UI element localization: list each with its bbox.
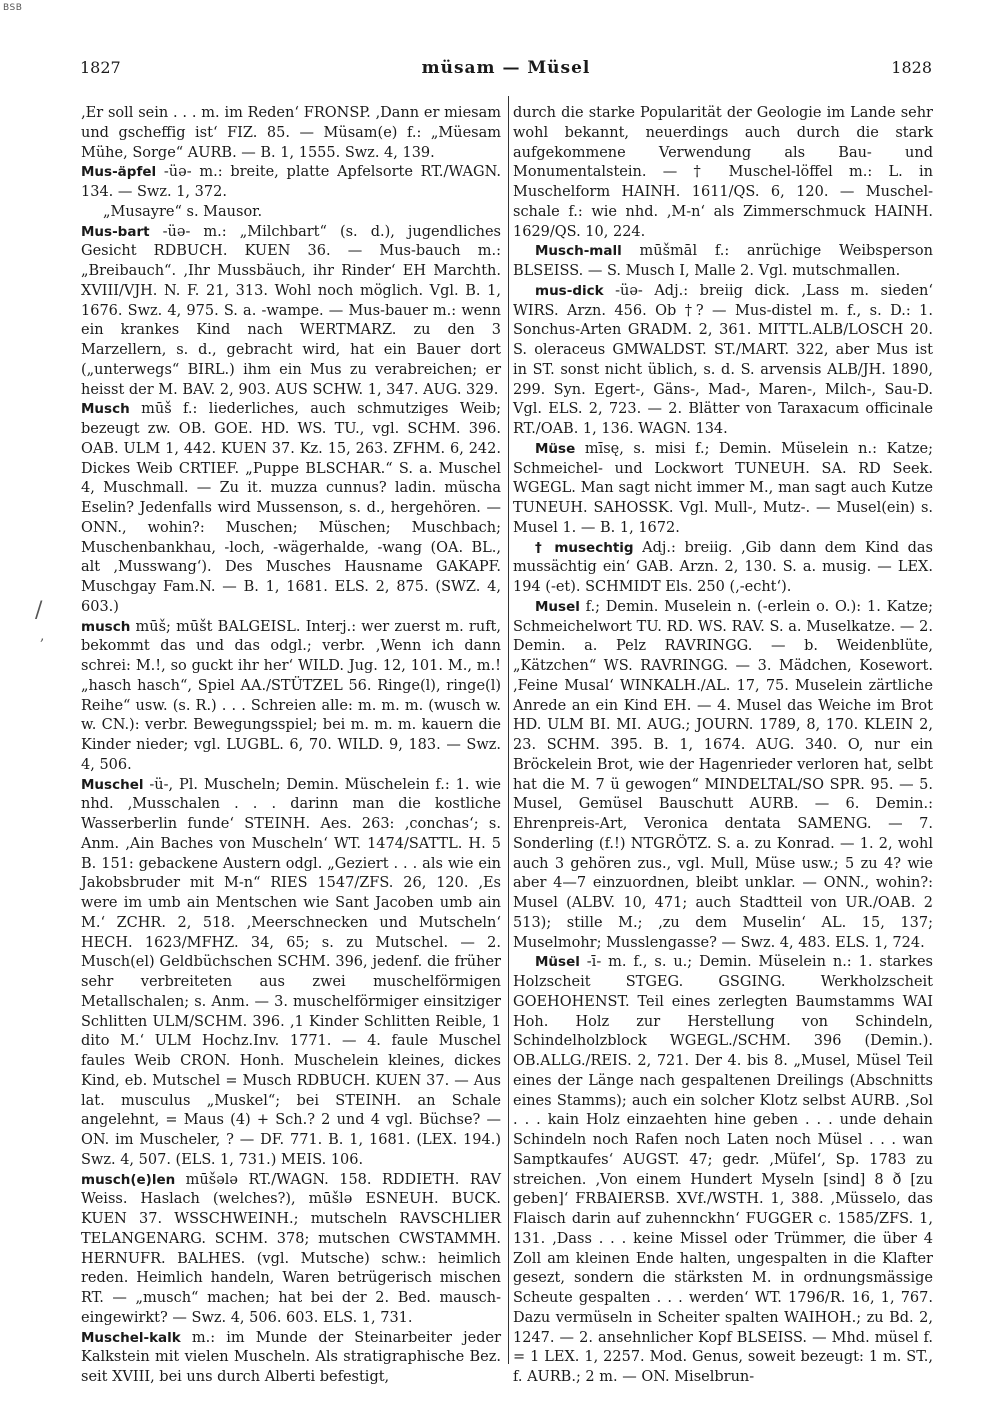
dictionary-entry bbox=[513, 282, 933, 440]
entry-text: mīsę, s. misi f.; Demin. Müselein n.: Katze; Schmeichel- und Lockwort TUNEUH. SA. RD Seek. WGEGL. Man sagt nicht immer M., man sagt auch Kutze TUNEUH. SAHOSSK. Vgl. Mull-, Mutz-. — Musel(ein) s. Musel 1. — B. 1, 1672. bbox=[513, 440, 933, 536]
dictionary-entry bbox=[81, 400, 501, 617]
entry-headword: Muschel bbox=[81, 776, 144, 793]
dictionary-entry bbox=[81, 223, 501, 401]
entry-text: mūš f.: liederliches, auch schmutziges Weib; bezeugt zw. OB. GOE. HD. WS. TU., vgl. SCHM. 396. OAB. ULM 1, 442. KUEN 37. Kz. 15, 263. ZFHM. 6, 242. Dickes Weib CRTIEF. „Puppe BLSCHAR.“ S. a. Muschel 4, Muschmall. — Zu it. muzza cunnus? ladin. müscha Eselin? Jedenfalls wird Mussenson, s. d., hergehören. — ONN., wohin?: Muschen; Müschen; Muschbach; Muschenbankhau, -loch, -wägerhalde, -wang (OA. BL., alt ‚Musswang‘). Des Musches Hausname GAKAPF. Muschgay Fam.N. — B. 1, 1681. ELS. 2, 875. (SWZ. 4, 603.) bbox=[81, 401, 501, 615]
entry-text: „Musayre“ s. Mausor. bbox=[103, 203, 263, 220]
dictionary-entry bbox=[81, 203, 501, 223]
margin-annotation: / bbox=[35, 598, 43, 623]
dictionary-entry bbox=[81, 1171, 501, 1329]
left-column bbox=[81, 104, 501, 1388]
entry-headword: mus-dick bbox=[535, 282, 604, 299]
dictionary-entry bbox=[513, 598, 933, 954]
dictionary-entry bbox=[513, 104, 933, 242]
dictionary-entry bbox=[513, 539, 933, 598]
entry-headword: Mus-äpfel bbox=[81, 164, 157, 181]
dictionary-entry bbox=[81, 776, 501, 1171]
dictionary-entry bbox=[81, 163, 501, 203]
entry-text: ‚Er soll sein . . . m. im Reden‘ FRONSP. ‚Dann er miesam und gscheffig ist‘ FIZ. 85. — Müsam(e) f.: „Müesam Mühe, Sorge“ AURB. — B. 1, 1555. Swz. 4, 139. bbox=[81, 105, 501, 161]
library-stamp: BSB bbox=[3, 3, 23, 13]
dictionary-entry bbox=[513, 953, 933, 1388]
entry-headword: musch(e)len bbox=[81, 1171, 176, 1188]
entry-headword: Mus-bart bbox=[81, 223, 150, 240]
entry-headword: Muschel-kalk bbox=[81, 1329, 181, 1346]
entry-headword: Musch-mall bbox=[535, 243, 622, 260]
page-number-left: 1827 bbox=[80, 58, 121, 77]
entry-text: durch die starke Popularität der Geologie im Lande sehr wohl bekannt, neuerdings auch durch die stark aufgekommene Verwendung als Bau- und Monumentalstein. — † Muschel-löffel m.: L. in Muschelform HAINH. 1611/QS. 6, 120. — Muschel-schale f.: wie nhd. ‚M-n‘ als Zimmerschmuck HAINH. 1629/QS. 10, 224. bbox=[513, 105, 933, 240]
dictionary-entry bbox=[81, 618, 501, 776]
entry-text: f.; Demin. Muselein n. (-erlein o. O.): 1. Katze; Schmeichelwort TU. RD. WS. RAV. S. a. Muselkatze. — 2. Demin. a. Pelz RAVRINGG. — b. Weidenblüte, „Kätzchen“ WS. RAVRINGG. — 3. Mädchen, Kosewort. ‚Feine Musal‘ WINKALH./AL. 17, 75. Muselein zärtliche Anrede an ein Kind EH. — 4. Musel das Weiche im Brot HD. ULM BI. MI. AUG.; JOURN. 1789, 8, 170. KLEIN 2, 23. SCHM. 395. B. 1, 1674. AUG. 340. O, nur ein Bröckelein Brot, wie der Hagenrieder verloren hat, selbt hat die M. 7 ü gewogen“ MINDELTAL/SO SPR. 95. — 5. Musel, Gemüsel Bauschutt AURB. — 6. Demin.: Ehrenpreis-Art, Veronica dentata SAMENG. — 7. Sonderling (f.!) NTGRÖTZ. S. a. zu Konrad. — 1. 2, wohl auch 3 gehören zus., vgl. Mull, Müse usw.; 5 zu 4? wie aber 4—7 einzuordnen, bleibt unklar. — ONN., wohin?: Musel (ALBV. 10, 471; auch Stadtteil von UR./OAB. 2 513); stille M.; ‚zu dem Muselin‘ AL. 15, 137; Muselmohr; Musslengasse? — Swz. 4, 483. ELS. 1, 724. bbox=[513, 598, 933, 951]
entry-headword: Müsel bbox=[535, 954, 580, 971]
entry-text: -ü-, Pl. Muscheln; Demin. Müschelein f.: 1. wie nhd. ‚Musschalen . . . darinn man die kostliche Wasserberlin funde‘ STEINH. Aes. 263: ‚conchas‘; s. Anm. ‚Ain Baches von Muscheln‘ WT. 1474/SATTL. H. 5 B. 151: gebackene Austern odgl. „Geziert . . . als wie ein Jakobsbruder mit M-n“ RIES 1547/ZFS. 26, 120. ‚Es were im umb ain Mentschen wie Sant Jacoben umb ain M.‘ ZCHR. 2, 518. ‚Meerschnecken und Mutscheln‘ HECH. 1623/MFHZ. 34, 65; s. zu Mutschel. — 2. Musch(el) Geldbüchschen SCHM. 396, jedenf. die früher sehr verbreiteten aus zwei muschelförmigen Metallschalen; s. Anm. — 3. muschelförmiger einsitziger Schlitten ULM/SCHM. 396. ‚1 Kinder Schlitten Reible, 1 dito M.‘ ULM Hochz.Inv. 1771. — 4. faule Muschel faules Weib CRON. Honh. Muschelein kleines, dickes Kind, eb. Mutschel = Musch RDBUCH. KUEN 37. — Aus lat. musculus „Muskel“; bei STEINH. an Schale angelehnt, = Maus (4) + Sch.? 2 und 4 vgl. Büchse? — ON. im Muscheler, ? — DF. 771. B. 1, 1681. (LEX. 194.) Swz. 4, 507. (ELS. 1, 731.) MEIS. 106. bbox=[81, 776, 501, 1168]
dictionary-entry bbox=[81, 1329, 501, 1388]
entry-text: mūšələ RT./WAGN. 158. RDDIETH. RAV Weiss. Haslach (welches?), mūšlə ESNEUH. BUCK. KUEN 37. WSSCHWEINH.; mutscheln RAVSCHLIER TELANGENARG. SCHM. 378; mutschen CWSTAMMH. HERNUFR. BALHES. (vgl. Mutsche) schw.: heimlich reden. Heimlich handeln, Waren betrügerisch mischen RT. — „musch“ machen; hat bei der 2. Bed. mausch- eingewirkt? — Swz. 4, 506. 603. ELS. 1, 731. bbox=[81, 1171, 501, 1326]
entry-text: mūš; mūšt BALGEISL. Interj.: wer zuerst m. ruft, bekommt das und das odgl.; verbr. ‚Wenn ich dann schrei: M.!, so guckt ihr her‘ WILD. Jug. 12, 101. M., m.! „hasch hasch“, Spiel AA./STÜTZEL 56. Ringe(l), ringe(l) Reihe“ usw. (s. R.) . . . Schreien alle: m. m. m. (wusch w. w. CN.): verbr. Bewegungsspiel; bei m. m. m. kauern die Kinder nieder; vgl. LUGBL. 6, 70. WILD. 9, 183. — Swz. 4, 506. bbox=[81, 618, 501, 773]
column-divider bbox=[508, 96, 509, 1364]
page-title: müsam — Müsel bbox=[421, 58, 591, 78]
entry-text: m.: im Munde der Steinarbeiter jeder Kalkstein mit vielen Muscheln. Als stratigraphische Bez. seit XVIII, bei uns durch Alberti befestigt, bbox=[81, 1329, 501, 1385]
entry-text: mūšmāl f.: anrüchige Weibsperson BLSEISS. — S. Musch I, Malle 2. Vgl. mutschmallen. bbox=[513, 243, 933, 279]
entry-text: Adj.: breiig. ‚Gib dann dem Kind das mussächtig ein‘ GAB. Arzn. 2, 130. S. a. musig. — LEX. 194 (-et). SCHMIDT Els. 250 (‚-echt‘). bbox=[513, 539, 933, 595]
entry-text: -üə- Adj.: breiig dick. ‚Lass m. sieden‘ WIRS. Arzn. 456. Ob †? — Mus-distel m. f., s. D.: 1. Sonchus-Arten GRADM. 2, 361. MITTL.ALB/LOSCH 20. S. oleraceus GMWALDST. ST./MART. 322, aber Mus ist in ST. sonst nicht üblich, s. d. S. arvensis ALB/JH. 1890, 299. Syn. Egert-, Gäns-, Mad-, Maren-, Milch-, Sau-D. Vgl. ELS. 2, 723. — 2. Blätter von Taraxacum officinale RT./OAB. 1, 136. WAGN. 134. bbox=[513, 282, 933, 437]
margin-annotation-mark: , bbox=[40, 628, 45, 644]
entry-headword: † musechtig bbox=[535, 539, 634, 556]
right-column bbox=[513, 104, 933, 1388]
entry-text: -üə- m.: „Milchbart“ (s. d.), jugendliches Gesicht RDBUCH. KUEN 36. — Mus-bauch m.: „Breibauch“. ‚Ihr Mussbäuch, ihr Rinder‘ EH Marchth. XVIII/VJH. N. F. 21, 313. Wohl noch möglich. Vgl. B. 1, 1676. Swz. 4, 975. S. a. -wampe. — Mus-bauer m.: wenn ein krankes Kind nach WERTMARZ. zu den 3 Marzellern, s. d., gebracht wird, hat ein Bauer dort („unterwegs“ BIRL.) ihm ein Mus zu verabreichen; er heisst der M. BAV. 2, 903. AUS SCHW. 1, 347. AUG. 329. bbox=[81, 223, 501, 398]
entry-headword: Musel bbox=[535, 598, 580, 615]
entry-text: -ī- m. f., s. u.; Demin. Müselein n.: 1. starkes Holzscheit STGEG. GSGING. Werkholzscheit GOEHOHENST. Teil eines zerlegten Baumstamms WAI Hoh. Holz zur Herstellung von Schindeln, Schindelholzblock WGEGL./SCHM. 396 (Demin.). OB.ALLG./REIS. 2, 721. Der 4. bis 8. „Musel, Müsel Teil eines der Länge nach gespaltenen Dreilings (Abschnitts eines Stamms); auch ein solcher Klotz selbst AURB. ‚Sol . . . kain Holz einzaehten hine geben . . . unde dehain Schindeln noch Rafen noch Laten noch Müsel . . . wan Samptkaufes‘ AUGST. 47; gedr. ‚Müfel‘, Sp. 1783 zu streichen. ‚Von einem Hundert Myseln [sind] 8 ð [zu geben]‘ FRBAIERSB. XVf./WSTH. 1, 388. ‚Müsselo, das Flaisch darin auf zuhennckhn‘ FUGGER c. 1585/ZFS. 1, 131. ‚Dass . . . keine Missel oder Trümmer, die über 4 Zoll am kleinen Ende halten, ungespalten in die Klafter gesezt, sondern die stärksten M. in ordnungsmässige Scheute gespalten . . . werden‘ WT. 1796/R. 16, 1, 767. Dazu vermüseln in Scheiter spalten WAIHOH.; zu Bd. 2, 1247. — 2. ansehnlicher Kopf BLSEISS. — Mhd. müsel f. = 1 LEX. 1, 2257. Mod. Genus, soweit bezeugt: 1 m. ST., f. AURB.; 2 m. — ON. Miselbrun- bbox=[513, 954, 933, 1385]
entry-headword: musch bbox=[81, 618, 131, 635]
page-header bbox=[80, 58, 932, 84]
entry-text: -üə- m.: breite, platte Apfelsorte RT./WAGN. 134. — Swz. 1, 372. bbox=[81, 164, 501, 200]
dictionary-entry bbox=[81, 104, 501, 163]
entry-headword: Müse bbox=[535, 440, 576, 457]
dictionary-entry bbox=[513, 440, 933, 539]
dictionary-entry bbox=[513, 242, 933, 282]
page-number-right: 1828 bbox=[891, 58, 932, 77]
entry-headword: Musch bbox=[81, 401, 130, 418]
